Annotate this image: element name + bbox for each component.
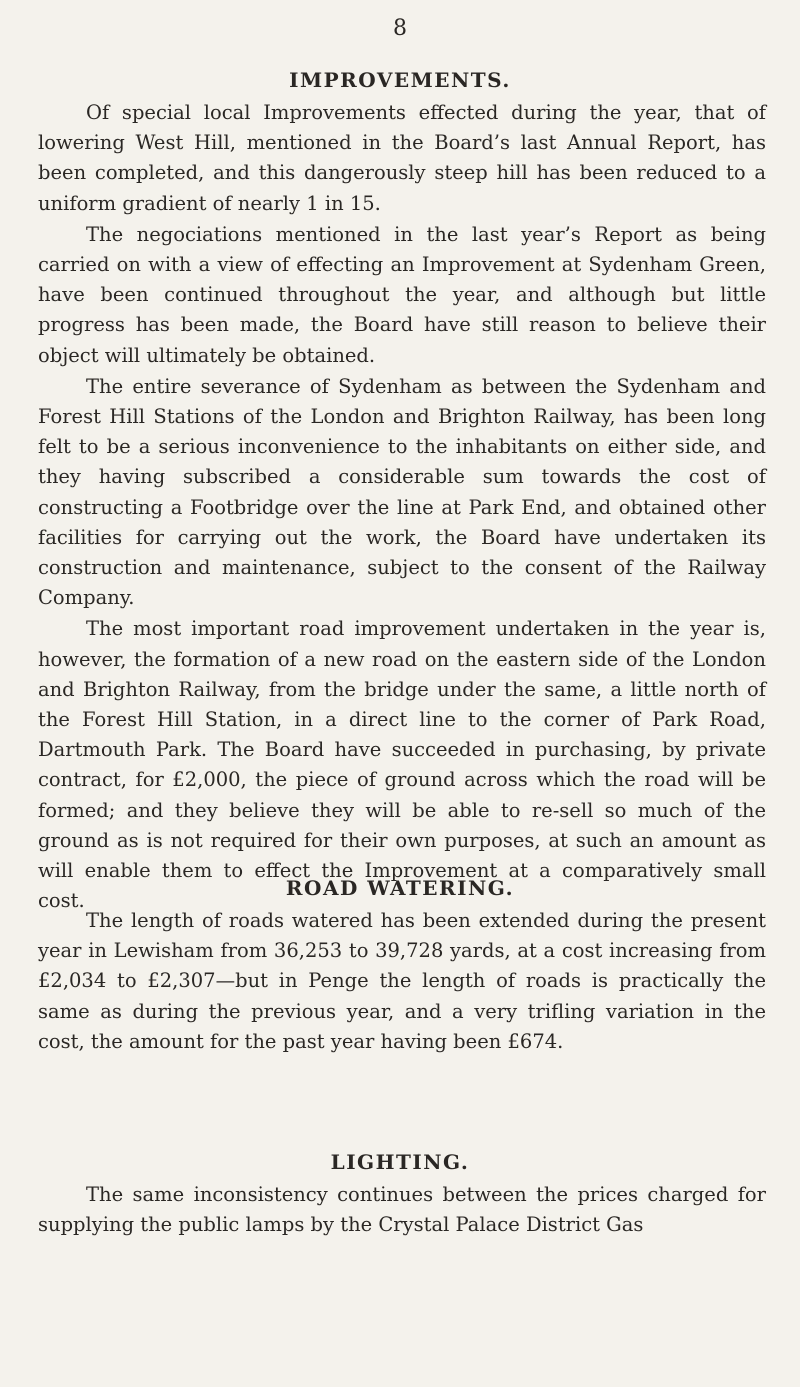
paragraph: The most important road improvement undertaken in the year is, however, the formation of a new road on the eastern side of the London and Brighton Railway, from the bridge under the same, a little north of the Forest Hill Station, in a direct line to the corner of Park Road, Dartmouth Park. The Board have succeeded in purchasing, by private contract, for £2,000, the piece of ground across which the road will be formed; and they believe they will be able to re-sell so much of the ground as is not required for their own purposes, at such an amount as will enable them to effect the Improvement at a comparatively small cost. xyxy=(38,617,766,913)
paragraph: The entire severance of Sydenham as between the Sydenham and Forest Hill Stations of the London and Brighton Railway, has been long felt to be a serious inconvenience to the inhabitants on either side, and they having subscribed a considerable sum towards the cost of constructing a Footbridge over the line at Park End, and obtained other facilities for carrying out the work, the Board have undertaken its construction and maintenance, subject to the consent of the Railway Company. xyxy=(38,374,766,610)
section-heading-road-watering: ROAD WATERING. xyxy=(285,876,515,900)
paragraph: The length of roads watered has been extended during the present year in Lewisham from 36,253 to 39,728 yards, at a cost increasing from £2,034 to £2,307—but in Penge the length of roads is practically the same as during the previous year, and a very trifling variation in the cost, the amount for the past year having been £674. xyxy=(38,909,766,1053)
section-body-road-watering xyxy=(38,906,766,1057)
paragraph: The negociations mentioned in the last year’s Report as being carried on with a view of effecting an Improvement at Sydenham Green, have been continued throughout the year, and although but little progress has been made, the Board have still reason to believe their object will ultimately be obtained. xyxy=(38,222,766,367)
section-body-lighting xyxy=(38,1180,766,1240)
page-number: 8 xyxy=(393,16,407,41)
section-heading-lighting: LIGHTING. xyxy=(330,1150,470,1174)
paragraph: The same inconsistency continues between the prices charged for supplying the public lamps by the Crystal Palace District Gas xyxy=(38,1183,766,1237)
paragraph: Of special local Improvements effected during the year, that of lowering West Hill, mentioned in the Board’s last Annual Report, has been completed, and this dangerously steep hill has been reduced to a uniform gradient of nearly 1 in 15. xyxy=(38,101,766,215)
section-body-improvements xyxy=(38,98,766,916)
section-heading-improvements: IMPROVEMENTS. xyxy=(289,68,511,92)
